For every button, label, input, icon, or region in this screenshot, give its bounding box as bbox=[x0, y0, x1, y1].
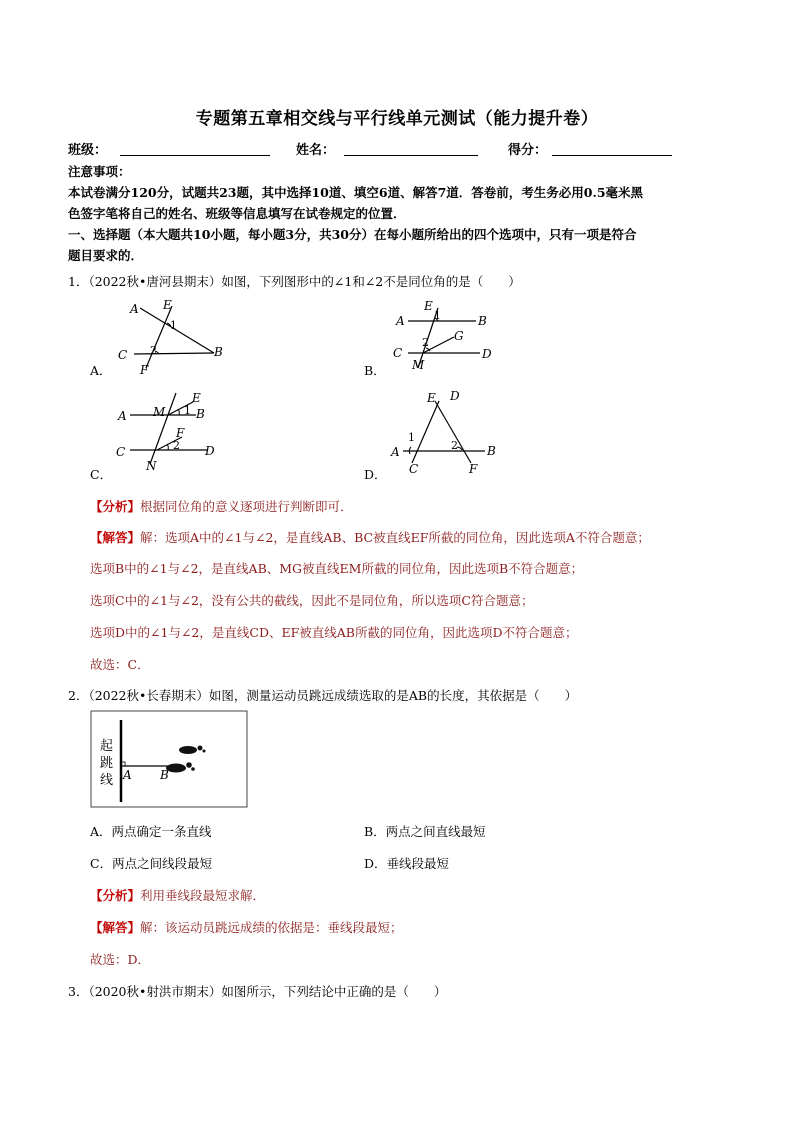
fig-d-label: D bbox=[450, 389, 460, 403]
q1-option-d-label: D． bbox=[364, 467, 387, 482]
notice-title: 注意事项： bbox=[68, 164, 131, 179]
fig-d-label: F bbox=[469, 462, 478, 474]
q2-option-c[interactable]: C．两点之间线段最短 bbox=[90, 856, 213, 871]
fig-b-label: D bbox=[482, 347, 492, 361]
fig-c-label: A bbox=[118, 409, 127, 423]
fig-a-line-cb bbox=[134, 353, 214, 354]
q1-option-a-label: A． bbox=[90, 363, 112, 378]
fig-b-label: A bbox=[396, 314, 405, 328]
fig-d-label: 2 bbox=[451, 439, 458, 452]
fig-a-label: C bbox=[118, 348, 128, 362]
answer-text: 解：选项A中的∠1与∠2，是直线AB、BC被直线EF所截的同位角，因此选项A不符合题意； bbox=[140, 530, 650, 545]
name-label: 姓名： bbox=[296, 143, 336, 158]
score-label: 得分： bbox=[508, 143, 548, 158]
fig-a-label: E bbox=[163, 298, 172, 312]
q1-figure-b bbox=[390, 296, 510, 376]
q2-option-d[interactable]: D．垂线段最短 bbox=[364, 856, 450, 871]
q1-figure-c bbox=[110, 390, 230, 472]
q1-choice: 故选：C． bbox=[90, 657, 150, 672]
fig2-point-a: A bbox=[123, 768, 132, 782]
q1-answer-line-2: 选项B中的∠1与∠2，是直线AB、MG被直线EM所截的同位角，因此选项B不符合题意； bbox=[90, 561, 584, 576]
fig-c-label: C bbox=[116, 445, 126, 459]
fig-c-label: E bbox=[192, 391, 201, 405]
answer-text: 解：该运动员跳远成绩的依据是：垂线段最短； bbox=[140, 920, 403, 935]
fig-c-label: 2 bbox=[173, 439, 180, 452]
fig2-line-char: 起 bbox=[100, 739, 114, 754]
fig-b-label: C bbox=[393, 346, 403, 360]
fig-d-line-ef bbox=[435, 401, 471, 463]
q1-figure-d bbox=[385, 388, 510, 474]
fig-d-label: A bbox=[391, 445, 400, 459]
q1-answer-line-1 bbox=[90, 528, 650, 546]
fig-b-label: 1 bbox=[434, 309, 441, 322]
fig-c-label: D bbox=[205, 444, 215, 458]
fig-d-label: B bbox=[487, 444, 496, 458]
fig-b-label: M bbox=[412, 358, 425, 372]
section-line-1: 一、选择题（本大题共10小题，每小题3分，共30分）在每小题所给出的四个选项中，只有一项是符合 bbox=[68, 227, 637, 242]
fig-c-angle-1 bbox=[178, 409, 179, 415]
fig-c-line-mn bbox=[150, 393, 176, 464]
q3-stem: 3．（2020秋•射洪市期末）如图所示，下列结论中正确的是（ ） bbox=[68, 984, 447, 999]
answer-tag: 【解答】 bbox=[90, 530, 141, 545]
q1-answer-line-3: 选项C中的∠1与∠2，没有公共的截线，因此不是同位角，所以选项C符合题意； bbox=[90, 593, 534, 608]
fig-d-label: 1 bbox=[408, 431, 415, 444]
fig2-line-char: 跳 bbox=[100, 756, 114, 771]
fig2-line-char: 线 bbox=[100, 773, 114, 788]
fig2-frame bbox=[91, 711, 247, 807]
class-blank[interactable] bbox=[120, 155, 270, 156]
score-blank[interactable] bbox=[552, 155, 672, 156]
fig-b-label: B bbox=[478, 314, 487, 328]
fig-a-label: B bbox=[214, 345, 223, 359]
fig-a-line-ef bbox=[146, 306, 172, 368]
q2-stem: 2．（2022秋•长春期末）如图，测量运动员跳远成绩选取的是AB的长度，其依据是（ ） bbox=[68, 688, 578, 703]
q2-analysis bbox=[90, 886, 265, 904]
fig-c-label: M bbox=[153, 405, 166, 419]
fig-b-label: G bbox=[454, 329, 464, 343]
q2-option-b[interactable]: B．两点之间直线最短 bbox=[364, 824, 486, 839]
footprint-icon bbox=[166, 746, 206, 773]
fig-a-label: A bbox=[130, 302, 139, 316]
fig-c-angle-2 bbox=[167, 444, 168, 450]
q2-option-a[interactable]: A．两点确定一条直线 bbox=[90, 824, 212, 839]
fig-c-label: N bbox=[146, 459, 157, 472]
analysis-tag: 【分析】 bbox=[90, 888, 141, 903]
q1-answer-line-4: 选项D中的∠1与∠2，是直线CD、EF被直线AB所截的同位角，因此选项D不符合题意； bbox=[90, 625, 578, 640]
q2-answer bbox=[90, 918, 403, 936]
analysis-tag: 【分析】 bbox=[90, 499, 141, 514]
fig2-point-b: B bbox=[160, 768, 169, 782]
section-line-2: 题目要求的． bbox=[68, 248, 144, 263]
page-title: 专题第五章相交线与平行线单元测试（能力提升卷） bbox=[195, 109, 599, 129]
q1-analysis bbox=[90, 497, 353, 515]
q2-choice: 故选：D． bbox=[90, 952, 151, 967]
analysis-text: 根据同位角的意义逐项进行判断即可． bbox=[140, 499, 353, 514]
q1-option-c-label: C． bbox=[90, 467, 113, 482]
answer-tag: 【解答】 bbox=[90, 920, 141, 935]
notice-line-1: 本试卷满分120分，试题共23题，其中选择10道、填空6道、解答7道．答卷前，考生务必用0.5毫米黑 bbox=[68, 185, 644, 200]
class-label: 班级： bbox=[68, 143, 108, 158]
fig-b-label: 2 bbox=[422, 336, 429, 349]
fig-d-label: C bbox=[409, 462, 419, 474]
fig-a-label: 1 bbox=[170, 319, 177, 332]
fig-c-label: B bbox=[196, 407, 205, 421]
notice-line-2: 色签字笔将自己的姓名、班级等信息填写在试卷规定的位置． bbox=[68, 206, 406, 221]
fig-c-label: F bbox=[176, 426, 185, 440]
q1-option-b-label: B． bbox=[364, 363, 386, 378]
fig-c-label: 1 bbox=[184, 404, 191, 417]
fig-d-line-cd bbox=[412, 401, 439, 463]
fig-d-label: E bbox=[427, 391, 436, 405]
q1-figure-a bbox=[110, 296, 240, 376]
name-blank[interactable] bbox=[344, 155, 478, 156]
q1-stem: 1．（2022秋•唐河县期末）如图，下列图形中的∠1和∠2不是同位角的是（ ） bbox=[68, 274, 521, 289]
fig-b-label: E bbox=[424, 299, 433, 313]
q2-figure bbox=[90, 710, 250, 810]
analysis-text: 利用垂线段最短求解． bbox=[140, 888, 266, 903]
fig-a-label: 2 bbox=[150, 344, 157, 357]
fig-a-label: F bbox=[140, 363, 149, 376]
